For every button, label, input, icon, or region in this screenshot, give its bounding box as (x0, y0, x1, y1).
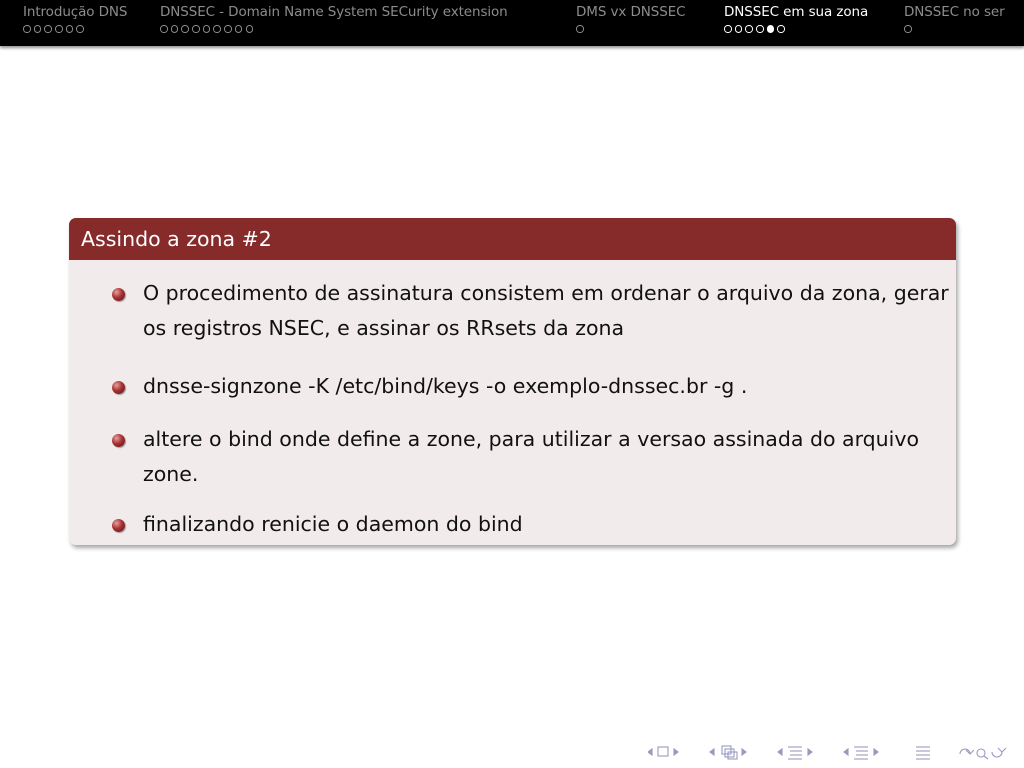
content-block (69, 218, 956, 545)
nav-frame-dot[interactable] (235, 25, 243, 33)
section-right-arrow[interactable] (808, 749, 812, 755)
nav-section-dots (160, 25, 508, 35)
bullet-text: dnsse-signzone -K /etc/bind/keys -o exemplo-dnssec.br -g . (143, 374, 748, 398)
nav-section-title[interactable]: DNSSEC em sua zona (724, 4, 869, 20)
bullet-ball-icon (112, 519, 125, 532)
nav-frame-dot[interactable] (213, 25, 221, 33)
section-navigation-bar (0, 0, 1024, 46)
search-icon[interactable] (960, 748, 1006, 759)
nav-section-dnssec-no-servidor[interactable] (904, 4, 1005, 35)
section-icon[interactable] (854, 747, 868, 759)
nav-section-dots (904, 25, 1005, 35)
nav-section-dots (23, 25, 127, 35)
bullet-ball-icon (112, 434, 125, 447)
nav-frame-dot[interactable] (192, 25, 200, 33)
section-left-arrow[interactable] (844, 749, 848, 755)
nav-section-dots (576, 25, 685, 35)
nav-frame-dot[interactable] (66, 25, 74, 33)
nav-section-dms-vs-dnssec[interactable] (576, 4, 685, 35)
nav-frame-dot[interactable] (735, 25, 743, 33)
nav-frame-dot[interactable] (745, 25, 753, 33)
nav-frame-dot[interactable] (904, 25, 912, 33)
nav-frame-dot[interactable] (576, 25, 584, 33)
nav-frame-dot[interactable] (171, 25, 179, 33)
nav-frame-dot[interactable] (767, 25, 775, 33)
beamer-nav-svg (648, 744, 1018, 760)
subsection-icon[interactable] (722, 746, 737, 759)
nav-frame-dot[interactable] (23, 25, 31, 33)
nav-frame-dot[interactable] (203, 25, 211, 33)
nav-frame-dot[interactable] (777, 25, 785, 33)
nav-frame-dot[interactable] (181, 25, 189, 33)
nav-section-dots (724, 25, 868, 35)
subsection-right-arrow[interactable] (742, 749, 746, 755)
bullet-text: finalizando renicie o daemon do bind (143, 512, 523, 536)
nav-section-title[interactable]: Introdução DNS (23, 4, 128, 20)
section-right-arrow[interactable] (874, 749, 878, 755)
nav-section-title[interactable]: DNSSEC no ser (904, 4, 1005, 20)
bullet-text: altere o bind onde define a zone, para utilizar a versao assinada do arquivo zone. (143, 427, 920, 486)
document-icon[interactable] (916, 747, 930, 759)
nav-section-dnssec-em-sua-zona[interactable] (724, 4, 868, 35)
block-title: Assindo a zona #2 (69, 218, 956, 260)
nav-frame-dot[interactable] (55, 25, 63, 33)
section-icon[interactable] (788, 747, 802, 759)
nav-frame-dot[interactable] (756, 25, 764, 33)
nav-frame-dot[interactable] (160, 25, 168, 33)
nav-left-arrow[interactable] (648, 749, 652, 755)
beamer-navigation-symbols (648, 744, 1018, 760)
nav-section-introducao-dns[interactable] (23, 4, 127, 35)
bullet-text: O procedimento de assinatura consistem em ordenar o arquivo da zona, gerar os registros NSEC, e assinar os RRsets da zona (143, 281, 949, 340)
nav-frame-dot[interactable] (34, 25, 42, 33)
nav-frame-dot[interactable] (724, 25, 732, 33)
nav-section-title[interactable]: DMS vx DNSSEC (576, 4, 686, 20)
nav-frame-dot[interactable] (44, 25, 52, 33)
section-left-arrow[interactable] (778, 749, 782, 755)
nav-section-title[interactable]: DNSSEC - Domain Name System SECurity extension (160, 4, 508, 20)
subsection-left-arrow[interactable] (710, 749, 714, 755)
bullet-ball-icon (112, 381, 125, 394)
bullet-ball-icon (112, 288, 125, 301)
nav-frame-dot[interactable] (224, 25, 232, 33)
nav-frame-dot[interactable] (246, 25, 254, 33)
frame-icon[interactable] (658, 747, 668, 756)
nav-frame-dot[interactable] (76, 25, 84, 33)
nav-right-arrow[interactable] (674, 749, 678, 755)
nav-section-dnssec-extension[interactable] (160, 4, 508, 35)
